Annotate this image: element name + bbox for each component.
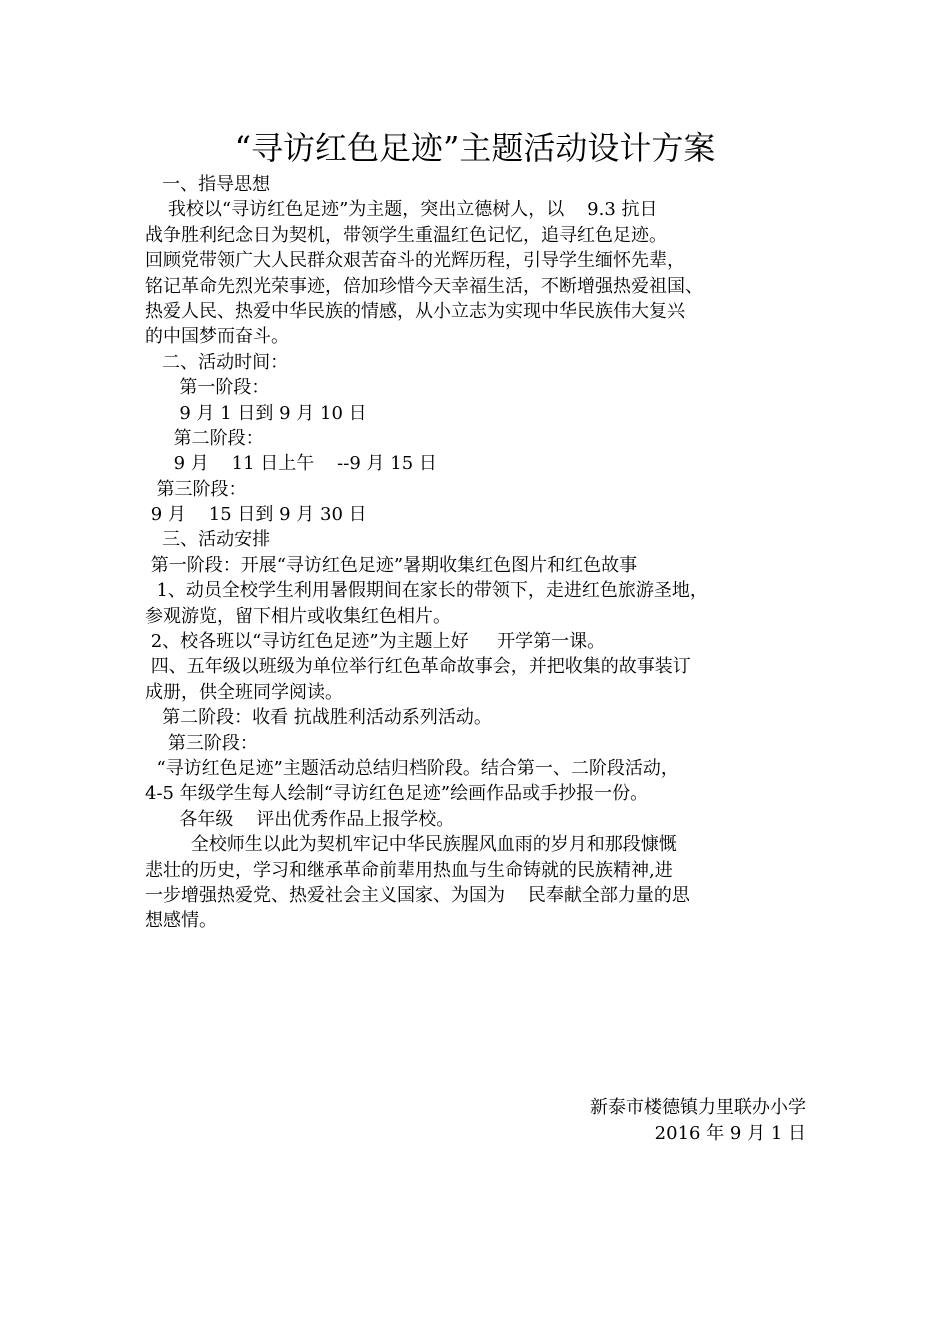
body-line: 热爱人民、热爱中华民族的情感，从小立志为实现中华民族伟大复兴 [145, 300, 685, 322]
body-line: 9 月 11 日上午 --9 月 15 日 [145, 453, 437, 475]
body-line: 想感情。 [145, 910, 217, 932]
body-line: 第一阶段： [145, 377, 270, 399]
body-line: 第三阶段： [145, 478, 247, 500]
body-line: 第一阶段：开展“寻访红色足迹”暑期收集红色图片和红色故事 [145, 554, 638, 576]
body-line: 二、活动时间： [145, 351, 289, 373]
body-line: 2、校各班以“寻访红色足迹”为主题上好 开学第一课。 [145, 631, 606, 653]
body-line: “寻访红色足迹”主题活动总结归档阶段。结合第一、二阶段活动， [145, 757, 679, 779]
signature-organization: 新泰市楼德镇力里联办小学 [590, 1097, 806, 1118]
body-line: 第二阶段： [145, 427, 264, 449]
body-line: 9 月 1 日到 9 月 10 日 [145, 402, 367, 424]
body-line: 第二阶段：收看 抗战胜利活动系列活动。 [145, 707, 492, 729]
body-line: 悲壮的历史，学习和继承革命前辈用热血与生命铸就的民族精神,进 [145, 859, 673, 881]
body-line: 我校以“寻访红色足迹”为主题，突出立德树人，以 9.3 抗日 [145, 199, 658, 221]
body-line: 4-5 年级学生每人绘制“寻访红色足迹”绘画作品或手抄报一份。 [145, 783, 649, 805]
body-line: 三、活动安排 [145, 529, 271, 551]
body-line: 全校师生以此为契机牢记中华民族腥风血雨的岁月和那段慷慨 [145, 834, 677, 856]
document-title: “寻访红色足迹”主题活动设计方案 [234, 129, 716, 167]
body-line: 的中国梦而奋斗。 [145, 326, 289, 348]
body-line: 各年级 评出优秀作品上报学校。 [145, 808, 455, 830]
body-line: 9 月 15 日到 9 月 30 日 [145, 504, 367, 526]
document-body [145, 172, 810, 934]
body-line: 成册，供全班同学阅读。 [145, 681, 343, 703]
body-line: 参观游览，留下相片或收集红色相片。 [145, 605, 451, 627]
signature-date: 2016 年 9 月 1 日 [654, 1123, 806, 1144]
body-line: 一步增强热爱党、热爱社会主义国家、为国为 民奉献全部力量的思 [145, 884, 690, 906]
body-line: 一、指导思想 [145, 174, 271, 195]
body-line: 四、五年级以班级为单位举行红色革命故事会，并把收集的故事装订 [145, 656, 691, 678]
body-line: 战争胜利纪念日为契机，带领学生重温红色记忆，追寻红色足迹。 [145, 224, 667, 246]
body-line: 回顾党带领广大人民群众艰苦奋斗的光辉历程，引导学生缅怀先辈， [145, 250, 685, 272]
body-line: 铭记革命先烈光荣事迹，倍加珍惜今天幸福生活，不断增强热爱祖国、 [145, 275, 703, 297]
body-line: 第三阶段： [145, 732, 258, 754]
body-line: 1、动员全校学生利用暑假期间在家长的带领下，走进红色旅游圣地， [145, 580, 708, 602]
